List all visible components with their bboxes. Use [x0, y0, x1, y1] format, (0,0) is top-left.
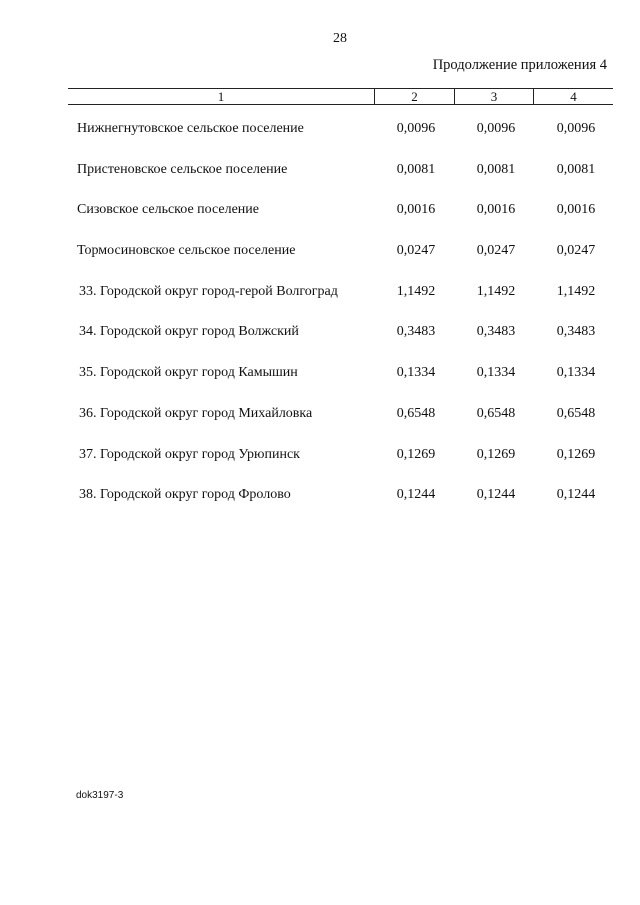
- header-col-1: 1: [68, 89, 375, 104]
- table-row: [0, 121, 640, 162]
- row-value-col-4: 0,1269: [556, 446, 596, 462]
- row-value-col-3: 0,0096: [476, 121, 516, 136]
- row-name: 34. Городской округ город Волжский: [79, 324, 299, 340]
- row-value-col-4: 0,0081: [556, 161, 596, 177]
- row-value-col-3: 0,6548: [476, 405, 516, 421]
- row-value-col-4: 0,6548: [556, 405, 596, 421]
- row-value-col-2: 0,0081: [396, 161, 436, 177]
- table-row: [0, 202, 640, 243]
- row-value-col-4: 0,1244: [556, 487, 596, 503]
- header-col-4: 4: [570, 89, 577, 104]
- row-value-col-2: 0,1244: [396, 487, 436, 503]
- row-value-col-3: 0,1334: [476, 365, 516, 381]
- row-value-col-2: 0,1334: [396, 365, 436, 381]
- table-row: [0, 365, 640, 406]
- table-header: [68, 88, 613, 105]
- table-row: [0, 243, 640, 284]
- header-col-2: 2: [375, 89, 455, 104]
- row-name: Нижнегнутовское сельское поселение: [77, 121, 304, 136]
- row-value-col-3: 0,3483: [476, 324, 516, 340]
- row-value-col-4: 0,0016: [556, 202, 596, 218]
- row-value-col-4: 0,1334: [556, 365, 596, 381]
- row-value-col-2: 0,0016: [396, 202, 436, 218]
- row-value-col-3: 0,1244: [476, 487, 516, 503]
- row-value-col-3: 0,0081: [476, 161, 516, 177]
- row-value-col-2: 0,3483: [396, 324, 436, 340]
- table-row: [0, 406, 640, 447]
- row-name: 33. Городской округ город-герой Волгоград: [79, 283, 338, 299]
- row-name: Тормосиновское сельское поселение: [77, 243, 296, 259]
- row-name: 38. Городской округ город Фролово: [79, 487, 291, 503]
- table-row: [0, 324, 640, 365]
- row-name: 37. Городской округ город Урюпинск: [79, 446, 300, 462]
- continuation-caption: Продолжение приложения 4: [432, 57, 607, 73]
- row-value-col-3: 1,1492: [476, 283, 516, 299]
- row-value-col-4: 1,1492: [556, 283, 596, 299]
- row-value-col-2: 1,1492: [396, 283, 436, 299]
- page-number: 28: [333, 31, 347, 46]
- row-name: Пристеновское сельское поселение: [77, 161, 288, 177]
- row-value-col-2: 0,0096: [396, 121, 436, 136]
- row-value-col-2: 0,0247: [396, 243, 436, 259]
- row-name: Сизовское сельское поселение: [77, 202, 259, 218]
- row-value-col-3: 0,1269: [476, 446, 516, 462]
- table-row: [0, 162, 640, 203]
- table-body: [0, 121, 640, 528]
- row-value-col-4: 0,0247: [556, 243, 596, 259]
- row-name: 36. Городской округ город Михайловка: [79, 405, 313, 421]
- row-value-col-2: 0,6548: [396, 405, 436, 421]
- table-row: [0, 447, 640, 488]
- table-row: [0, 284, 640, 325]
- row-name: 35. Городской округ город Камышин: [79, 365, 298, 381]
- row-value-col-4: 0,0096: [556, 121, 596, 136]
- row-value-col-3: 0,0016: [476, 202, 516, 218]
- table-row: [0, 487, 640, 528]
- row-value-col-4: 0,3483: [556, 324, 596, 340]
- header-col-3: 3: [455, 89, 534, 104]
- row-value-col-3: 0,0247: [476, 243, 516, 259]
- document-code: dok3197-3: [76, 790, 124, 801]
- row-value-col-2: 0,1269: [396, 446, 436, 462]
